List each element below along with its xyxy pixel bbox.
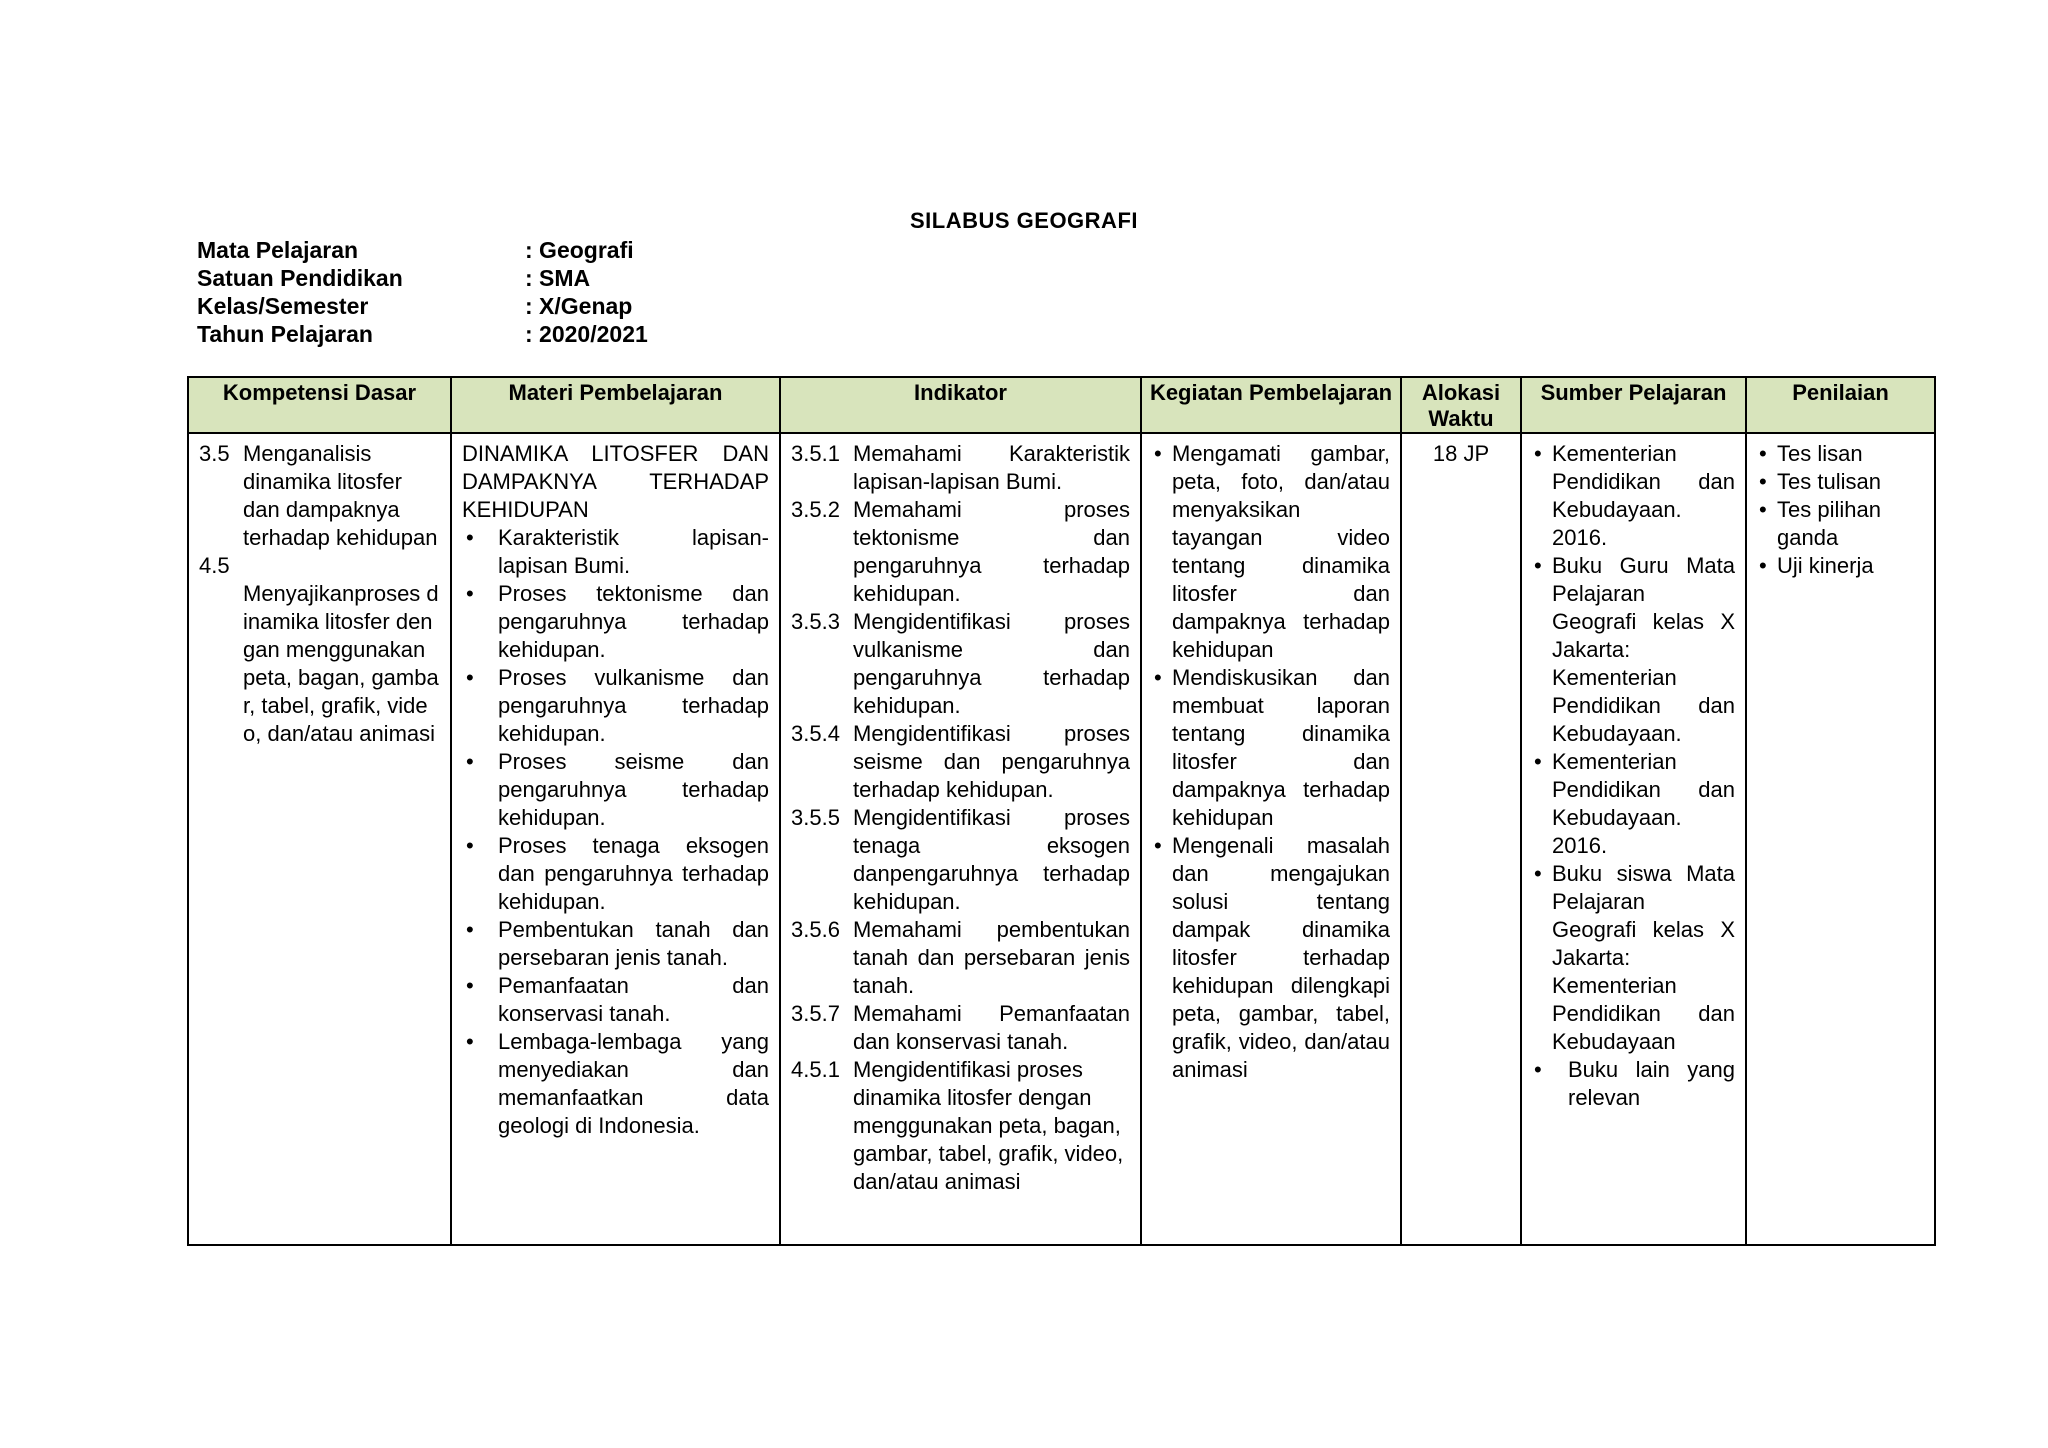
kd-number: 3.5	[199, 441, 230, 466]
alokasi-cell: 18 JP	[1401, 433, 1521, 1245]
list-item: • Kementerian Pendidikan dan Kebudayaan. 2016.	[1532, 748, 1735, 860]
list-item: • Proses tenaga eksogen dan pengaruhnya terhadap kehidupan.	[462, 832, 769, 916]
header-kompetensi-dasar: Kompetensi Dasar	[188, 377, 451, 433]
list-item: • Mengamati gambar, peta, foto, dan/atau menyaksikan tayangan video tentang dinamika litosfer dan dampaknya terhadap kehidupan	[1152, 440, 1390, 664]
sumber-list	[1532, 440, 1735, 1112]
meta-info	[197, 236, 648, 348]
kegiatan-cell	[1141, 433, 1401, 1245]
list-item: • Pembentukan tanah dan persebaran jenis tanah.	[462, 916, 769, 972]
meta-value: : X/Genap	[525, 293, 633, 319]
indikator-text: Memahami Karakteristik lapisan-lapisan Bumi.	[853, 441, 1130, 494]
indikator-item	[791, 440, 1130, 496]
materi-cell	[451, 433, 780, 1245]
meta-label: Kelas/Semester	[197, 293, 369, 319]
indikator-cell	[780, 433, 1141, 1245]
indikator-item	[791, 608, 1130, 720]
indikator-text: Mengidentifikasi proses seisme dan pengaruhnya terhadap kehidupan.	[853, 721, 1130, 802]
list-item: • Buku siswa Mata Pelajaran Geografi kelas X Jakarta: Kementerian Pendidikan dan Kebudayaan	[1532, 860, 1735, 1056]
list-item: • Mendiskusikan dan membuat laporan tentang dinamika litosfer dan dampaknya terhadap kehidupan	[1152, 664, 1390, 832]
table-header-row	[188, 377, 1935, 433]
header-sumber: Sumber Pelajaran	[1521, 377, 1746, 433]
indikator-item	[791, 720, 1130, 804]
syllabus-table	[187, 376, 1936, 1246]
list-item: • Proses tektonisme dan pengaruhnya terhadap kehidupan.	[462, 580, 769, 664]
list-item: • Tes tulisan	[1757, 468, 1924, 496]
list-item: • Uji kinerja	[1757, 552, 1924, 580]
indikator-item	[791, 1000, 1130, 1056]
list-item: • Karakteristik lapisan-lapisan Bumi.	[462, 524, 769, 580]
indikator-number: 3.5.3	[791, 609, 840, 634]
indikator-item	[791, 916, 1130, 1000]
kd-item	[199, 440, 440, 552]
materi-list	[462, 524, 769, 1140]
kegiatan-list	[1152, 440, 1390, 1084]
indikator-number: 3.5.7	[791, 1001, 840, 1026]
indikator-item	[791, 804, 1130, 916]
materi-heading: DINAMIKA LITOSFER DAN DAMPAKNYA TERHADAP KEHIDUPAN	[462, 441, 769, 522]
indikator-number: 3.5.6	[791, 917, 840, 942]
penilaian-cell	[1746, 433, 1935, 1245]
indikator-text: Memahami proses tektonisme dan pengaruhnya terhadap kehidupan.	[853, 497, 1130, 606]
list-item: • Kementerian Pendidikan dan Kebudayaan. 2016.	[1532, 440, 1735, 552]
table-row	[188, 433, 1935, 1245]
header-materi: Materi Pembelajaran	[451, 377, 780, 433]
indikator-text: Mengidentifikasi proses dinamika litosfer dengan menggunakan peta, bagan, gambar, tabel, grafik, video, dan/atau animasi	[853, 1057, 1124, 1194]
indikator-text: Memahami pembentukan tanah dan persebaran jenis tanah.	[853, 917, 1130, 998]
header-indikator: Indikator	[780, 377, 1141, 433]
meta-row	[197, 320, 648, 348]
indikator-text: Mengidentifikasi proses vulkanisme dan pengaruhnya terhadap kehidupan.	[853, 609, 1130, 718]
list-item: • Mengenali masalah dan mengajukan solusi tentang dampak dinamika litosfer terhadap kehidupan dilengkapi peta, gambar, tabel, grafik, video, dan/atau animasi	[1152, 832, 1390, 1084]
meta-row	[197, 292, 648, 320]
penilaian-list	[1757, 440, 1924, 580]
indikator-number: 3.5.4	[791, 721, 840, 746]
list-item: • Proses seisme dan pengaruhnya terhadap kehidupan.	[462, 748, 769, 832]
meta-value: : Geografi	[525, 237, 634, 263]
indikator-number: 3.5.5	[791, 805, 840, 830]
indikator-number: 3.5.2	[791, 497, 840, 522]
meta-row	[197, 264, 648, 292]
meta-value: : SMA	[525, 265, 591, 291]
document-title: SILABUS GEOGRAFI	[909, 208, 1138, 233]
list-item: • Proses vulkanisme dan pengaruhnya terhadap kehidupan.	[462, 664, 769, 748]
list-item: • Tes pilihan ganda	[1757, 496, 1924, 552]
indikator-item	[791, 1056, 1130, 1196]
header-alokasi: Alokasi Waktu	[1401, 377, 1521, 433]
kd-number: 4.5	[199, 553, 230, 578]
kd-text: Menganalisis dinamika litosfer dan dampaknya terhadap kehidupan	[243, 441, 438, 550]
indikator-text: Mengidentifikasi proses tenaga eksogen danpengaruhnya terhadap kehidupan.	[853, 805, 1130, 914]
sumber-cell	[1521, 433, 1746, 1245]
list-item: • Pemanfaatan dan konservasi tanah.	[462, 972, 769, 1028]
kd-item	[199, 552, 440, 748]
indikator-number: 3.5.1	[791, 441, 840, 466]
list-item: • Buku lain yang relevan	[1532, 1056, 1735, 1112]
indikator-number: 4.5.1	[791, 1057, 840, 1082]
meta-label: Tahun Pelajaran	[197, 321, 373, 347]
meta-value: : 2020/2021	[525, 321, 648, 347]
kd-text: Menyajikanproses dinamika litosfer dengan menggunakan peta, bagan, gambar, tabel, grafik, video, dan/atau animasi	[243, 581, 439, 746]
indikator-text: Memahami Pemanfaatan dan konservasi tanah.	[853, 1001, 1130, 1054]
list-item: • Lembaga-lembaga yang menyediakan dan memanfaatkan data geologi di Indonesia.	[462, 1028, 769, 1140]
meta-row	[197, 236, 648, 264]
list-item: • Tes lisan	[1757, 440, 1924, 468]
header-penilaian: Penilaian	[1746, 377, 1935, 433]
kompetensi-dasar-cell	[188, 433, 451, 1245]
indikator-item	[791, 496, 1130, 608]
header-kegiatan: Kegiatan Pembelajaran	[1141, 377, 1401, 433]
list-item: • Buku Guru Mata Pelajaran Geografi kelas X Jakarta: Kementerian Pendidikan dan Kebudayaan.	[1532, 552, 1735, 748]
meta-label: Mata Pelajaran	[197, 237, 359, 263]
meta-label: Satuan Pendidikan	[197, 265, 403, 291]
